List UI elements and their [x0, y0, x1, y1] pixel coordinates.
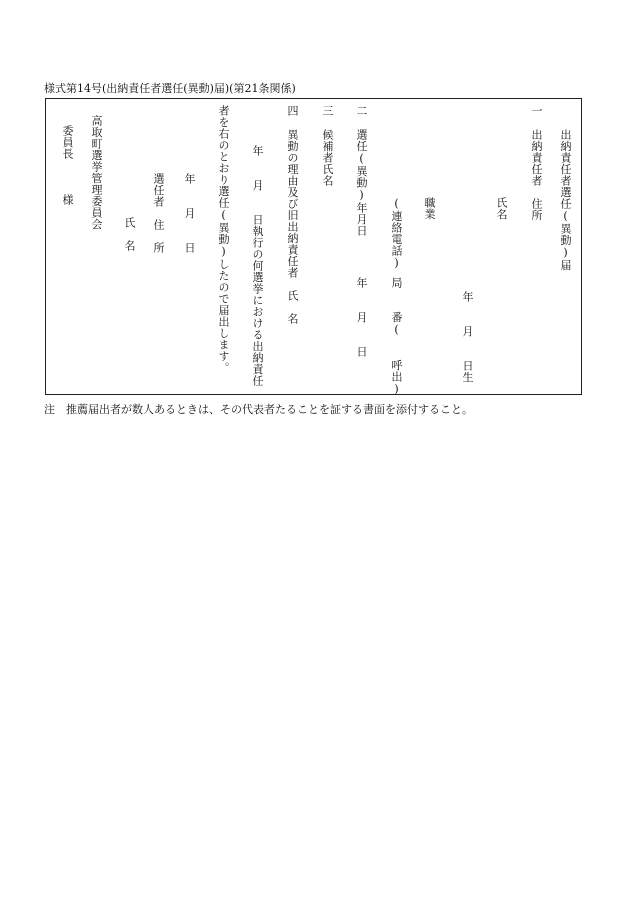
- item2-heading: 選任(異動)年月日: [355, 129, 368, 237]
- item1-phone-label: (連絡電話): [390, 197, 403, 270]
- item2-date: 年 月 日: [355, 277, 368, 358]
- item1-occupation-label: 職業: [423, 197, 436, 220]
- item4-heading: 異動の理由及び旧出納責任者 氏 名: [286, 129, 299, 325]
- addressee-org: 高取町選挙管理委員会: [90, 115, 103, 230]
- item3-heading: 候補者氏名: [321, 129, 334, 187]
- addressee-title: 委員長 様: [61, 125, 74, 206]
- item1-phone-detail: 局 番( 呼出): [390, 277, 403, 396]
- applicant-address: 選任者 住 所: [152, 173, 165, 254]
- declaration-line2: 者を右のとおり選任(異動)したので届出します。: [217, 105, 230, 374]
- item2-number: 二: [355, 105, 368, 117]
- item1-heading: 出納責任者 住所: [530, 129, 543, 221]
- form-title: 出納責任者選任(異動)届: [559, 129, 572, 271]
- applicant-name: 氏 名: [123, 217, 136, 252]
- item4-number: 四: [286, 105, 299, 117]
- item1-dob: 年 月 日生: [461, 291, 474, 383]
- footnote: 注 推薦届出者が数人あるときは、その代表者たることを証する書面を添付すること。: [44, 403, 473, 416]
- item1-number: 一: [530, 105, 543, 117]
- form-frame: [45, 98, 582, 395]
- item3-number: 三: [321, 105, 334, 117]
- submission-date: 年 月 日: [183, 173, 196, 254]
- form-caption: 様式第14号(出納責任者選任(異動)届)(第21条関係): [44, 82, 296, 95]
- declaration-line1: 年 月 日執行の何選挙における出納責任: [251, 145, 264, 387]
- item1-name-label: 氏名: [495, 197, 508, 220]
